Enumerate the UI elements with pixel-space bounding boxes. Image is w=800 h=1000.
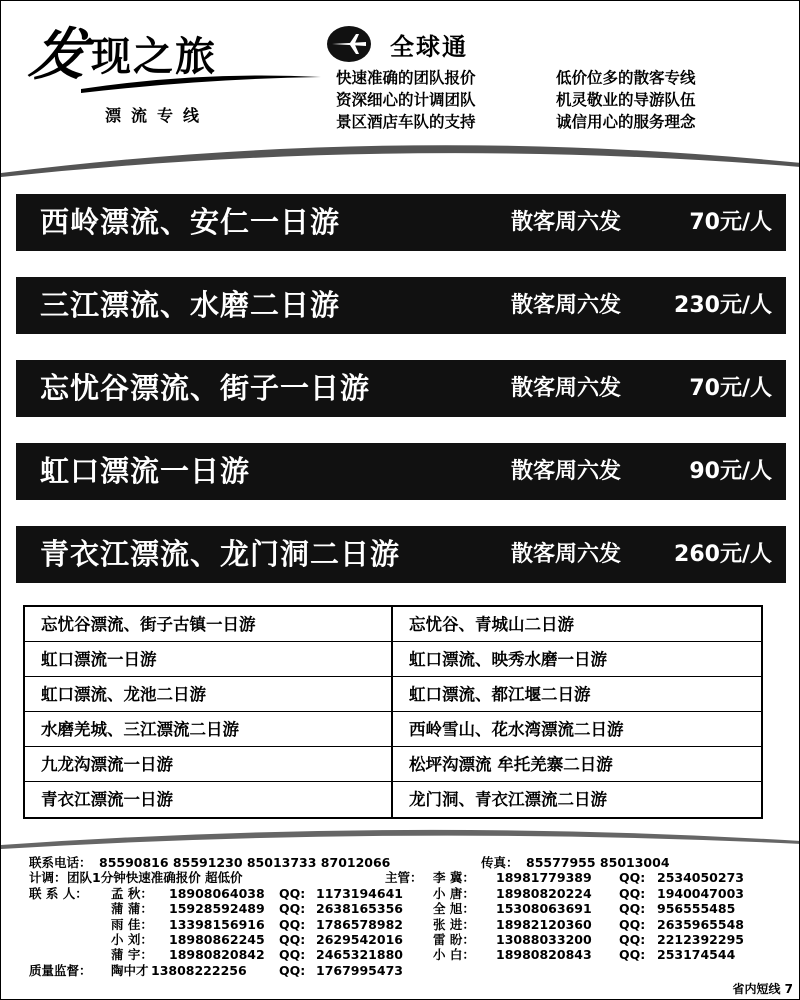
planner-text: 团队1分钟快速准确报价 超低价 bbox=[67, 870, 243, 886]
route-cell[interactable]: 虹口漂流、都江堰二日游 bbox=[393, 677, 761, 712]
contact-name: 孟 秋： bbox=[111, 885, 153, 901]
featured-routes bbox=[16, 194, 786, 609]
slogan: 诚信用心的服务理念 bbox=[556, 113, 696, 131]
phone-numbers: 85590816 85591230 85013733 87012066 bbox=[99, 855, 391, 870]
contact-phone: 13398156916 bbox=[169, 916, 265, 932]
footer-divider-arc bbox=[1, 823, 800, 857]
contact-phone: 18980820224 bbox=[496, 885, 592, 901]
slogan: 快速准确的团队报价 bbox=[336, 69, 476, 87]
quality-row bbox=[29, 963, 789, 978]
airplane-icon bbox=[326, 25, 372, 63]
contact-row bbox=[29, 901, 789, 916]
contact-qq: 253174544 bbox=[657, 947, 736, 963]
slogan: 资深细心的计调团队 bbox=[336, 91, 476, 109]
contact-phone: 13088033200 bbox=[496, 931, 592, 947]
route-cell[interactable]: 虹口漂流、龙池二日游 bbox=[25, 677, 393, 712]
route-cell[interactable]: 忘忧谷漂流、街子古镇一日游 bbox=[25, 607, 393, 642]
banner-schedule: 散客周六发 bbox=[511, 542, 622, 567]
route-cell[interactable]: 九龙沟漂流一日游 bbox=[25, 747, 393, 782]
planner-row bbox=[29, 870, 789, 885]
route-cell[interactable]: 忘忧谷、青城山二日游 bbox=[393, 607, 761, 642]
page-footer: 省内短线 7 bbox=[732, 982, 793, 996]
contact-phone: 18908064038 bbox=[169, 885, 265, 901]
banner-price: 70元/人 bbox=[689, 210, 772, 235]
contact-qq: 1767995473 bbox=[316, 962, 403, 978]
contact-name: 小 白： bbox=[433, 947, 475, 963]
qq-label: QQ: bbox=[619, 870, 646, 886]
qq-label: QQ: bbox=[279, 916, 306, 932]
fax-label: 传真： bbox=[481, 855, 519, 870]
contact-qq: 2629542016 bbox=[316, 931, 403, 947]
route-cell[interactable]: 虹口漂流一日游 bbox=[25, 642, 393, 677]
banner-route: 三江漂流、水磨二日游 bbox=[40, 288, 341, 322]
slogan: 景区酒店车队的支持 bbox=[336, 113, 476, 131]
route-banner[interactable] bbox=[16, 360, 786, 417]
qq-label: QQ: bbox=[619, 885, 646, 901]
contact-qq: 2638165356 bbox=[316, 901, 403, 917]
contact-qq: 2465321880 bbox=[316, 947, 403, 963]
qq-label: QQ: bbox=[279, 885, 306, 901]
contact-phone: 13808222256 bbox=[151, 962, 247, 978]
route-cell[interactable]: 虹口漂流、映秀水磨一日游 bbox=[393, 642, 761, 677]
contact-name: 小 刘： bbox=[111, 931, 153, 947]
qq-label: QQ: bbox=[279, 931, 306, 947]
route-cell[interactable]: 青衣江漂流一日游 bbox=[25, 782, 393, 817]
banner-schedule: 散客周六发 bbox=[511, 376, 622, 401]
contact-phone: 18981779389 bbox=[496, 870, 592, 886]
brand bbox=[326, 25, 468, 63]
contact-qq: 2212392295 bbox=[657, 931, 744, 947]
banner-price: 260元/人 bbox=[674, 542, 772, 567]
contact-phone: 18982120360 bbox=[496, 916, 592, 932]
route-banner[interactable] bbox=[16, 194, 786, 251]
contact-name: 张 进： bbox=[433, 916, 475, 932]
supervisor-label: 主管： bbox=[385, 870, 423, 886]
qq-label: QQ: bbox=[619, 901, 646, 917]
qq-label: QQ: bbox=[619, 916, 646, 932]
qq-label: QQ: bbox=[619, 947, 646, 963]
fax-numbers: 85577955 85013004 bbox=[526, 855, 670, 870]
route-cell[interactable]: 西岭雪山、花水湾漂流二日游 bbox=[393, 712, 761, 747]
banner-route: 青衣江漂流、龙门洞二日游 bbox=[40, 537, 401, 571]
brand-name: 全球通 bbox=[390, 32, 468, 61]
route-banner[interactable] bbox=[16, 443, 786, 500]
route-banner[interactable] bbox=[16, 277, 786, 334]
banner-price: 70元/人 bbox=[689, 376, 772, 401]
contact-phone: 15928592489 bbox=[169, 901, 265, 917]
logo-script-char: 发 bbox=[25, 22, 92, 88]
contact-name: 蒲 宇： bbox=[111, 947, 153, 963]
qq-label: QQ: bbox=[279, 962, 306, 978]
contact-qq: 1173194641 bbox=[316, 885, 403, 901]
slogan: 机灵敬业的导游队伍 bbox=[556, 91, 696, 109]
logo bbox=[25, 11, 321, 101]
logo-swoosh-icon bbox=[81, 69, 321, 95]
banner-route: 忘忧谷漂流、街子一日游 bbox=[40, 371, 371, 405]
header-divider-arc bbox=[1, 133, 800, 183]
logo-name: 现之旅 bbox=[91, 33, 217, 80]
banner-price: 90元/人 bbox=[689, 459, 772, 484]
contact-phone: 18980820843 bbox=[496, 947, 592, 963]
contact-row bbox=[29, 932, 789, 947]
route-cell[interactable]: 水磨羌城、三江漂流二日游 bbox=[25, 712, 393, 747]
contact-row bbox=[29, 917, 789, 932]
route-table bbox=[23, 605, 763, 819]
quality-label: 质量监督： bbox=[29, 962, 92, 978]
contact-qq: 2635965548 bbox=[657, 916, 744, 932]
contact-name: 陶中才 bbox=[111, 962, 149, 978]
contact-row bbox=[29, 947, 789, 962]
banner-schedule: 散客周六发 bbox=[511, 459, 622, 484]
contact-row bbox=[29, 886, 789, 901]
banner-schedule: 散客周六发 bbox=[511, 210, 622, 235]
banner-schedule: 散客周六发 bbox=[511, 293, 622, 318]
contact-name: 雨 佳： bbox=[111, 916, 153, 932]
logo-subtitle: 漂流专线 bbox=[105, 106, 210, 125]
banner-price: 230元/人 bbox=[674, 293, 772, 318]
person-label: 联 系 人： bbox=[29, 885, 88, 901]
phone-label: 联系电话： bbox=[29, 855, 92, 870]
slogans bbox=[336, 67, 776, 133]
contact-qq: 956555485 bbox=[657, 901, 736, 917]
contact-qq: 2534050273 bbox=[657, 870, 744, 886]
contact-phone: 15308063691 bbox=[496, 901, 592, 917]
planner-label: 计调： bbox=[29, 870, 67, 886]
contact-phone: 18980820842 bbox=[169, 947, 265, 963]
phone-row bbox=[29, 855, 789, 870]
contact-block bbox=[29, 855, 789, 978]
contact-qq: 1940047003 bbox=[657, 885, 744, 901]
banner-route: 西岭漂流、安仁一日游 bbox=[40, 205, 341, 239]
route-banner[interactable] bbox=[16, 526, 786, 583]
contact-phone: 18980862245 bbox=[169, 931, 265, 947]
contact-name: 小 唐： bbox=[433, 885, 475, 901]
slogan: 低价位多的散客专线 bbox=[556, 69, 696, 87]
contact-name: 全 旭： bbox=[433, 901, 475, 917]
route-cell[interactable]: 龙门洞、青衣江漂流二日游 bbox=[409, 790, 607, 809]
qq-label: QQ: bbox=[279, 901, 306, 917]
contact-name: 雷 盼： bbox=[433, 931, 475, 947]
route-cell[interactable]: 松坪沟漂流 牟托羌寨二日游 bbox=[393, 747, 761, 782]
qq-label: QQ: bbox=[619, 931, 646, 947]
contact-qq: 1786578982 bbox=[316, 916, 403, 932]
qq-label: QQ: bbox=[279, 947, 306, 963]
banner-route: 虹口漂流一日游 bbox=[40, 454, 251, 488]
contact-name: 蒲 蒲： bbox=[111, 901, 153, 917]
contact-name: 李 冀： bbox=[433, 870, 475, 886]
